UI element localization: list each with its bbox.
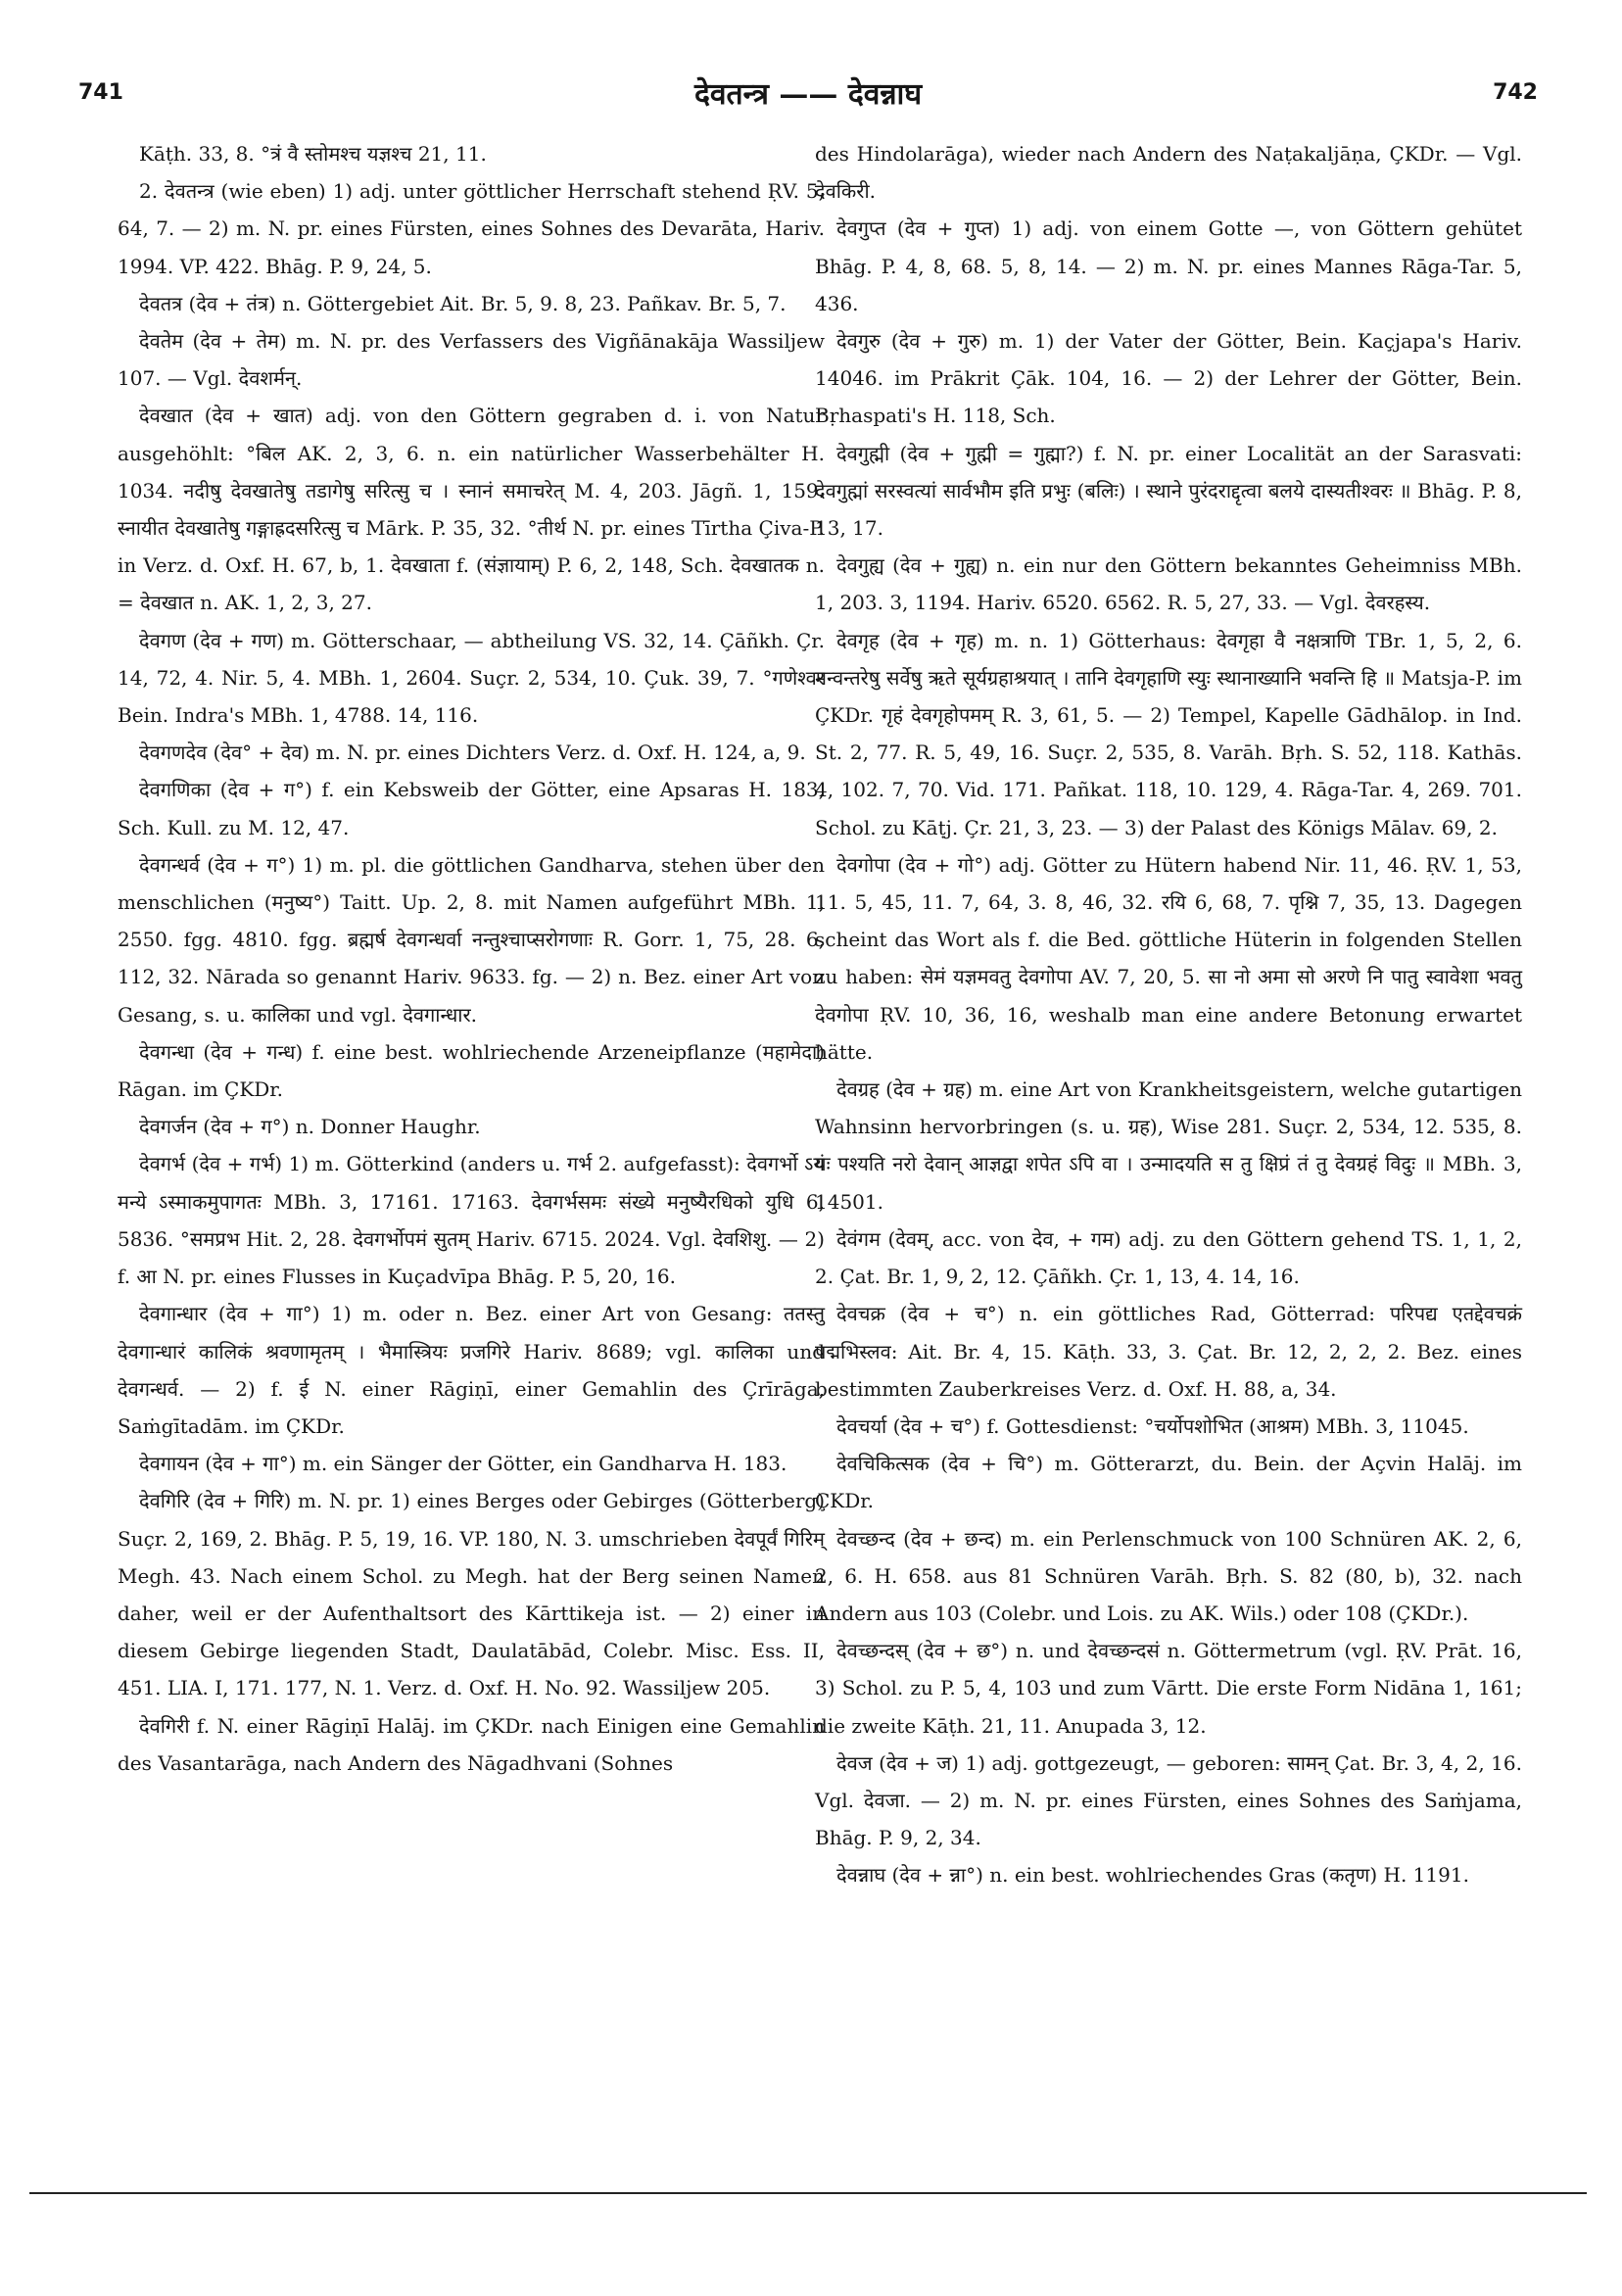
- footer-rule: [29, 2192, 1587, 2194]
- dictionary-entry: देवगणिका (देव + ग°) f. ein Kebsweib der Götter, eine Apsaras H. 183, Sch. Kull. zu M. 12, 47.: [118, 778, 825, 839]
- dictionary-entry: देवंगम (देवम्, acc. von देव, + गम) adj. zu den Göttern gehend TS. 1, 1, 2, 2. Çat. Br. 1, 9, 2, 12. Çāñkh. Çr. 1, 13, 4. 14, 16.: [815, 1226, 1522, 1289]
- dictionary-entry: देवगृह (देव + गृह) m. n. 1) Götterhaus: देवगृहा वै नक्षत्राणि TBr. 1, 5, 2, 6. मन्वन्तरेषु सर्वेषु ऋते सूर्यग्रहाश्रयात् । तानि देवगृहाणि स्युः स्थानाख्यानि भवन्ति हि ॥ Matsja-P. im ÇKDr. गृहं देवगृहोपमम् R. 3, 61, 5. — 2) Tempel, Kapelle Gādhālop. in Ind. St. 2, 77. R. 5, 49, 16. Suçr. 2, 535, 8. Varāh. Bṛh. S. 52, 118. Kathās. 4, 102. 7, 70. Vid. 171. Pañkat. 118, 10. 129, 4. Rāga-Tar. 4, 269. 701. Schol. zu Kāṭj. Çr. 21, 3, 23. — 3) der Palast des Königs Mālav. 69, 2.: [815, 628, 1522, 839]
- dictionary-entry: Kāṭh. 33, 8. °त्रं वै स्तोमश्च यज्ञश्च 21, 11.: [139, 142, 487, 166]
- dictionary-entry: देवगोपा (देव + गो°) adj. Götter zu Hütern habend Nir. 11, 46. ṚV. 1, 53, 11. 5, 45, 11. 7, 64, 3. 8, 46, 32. रयि 6, 68, 7. पृश्नि 7, 35, 13. Dagegen scheint das Wort als f. die Bed. göttliche Hüterin in folgenden Stellen zu haben: सेमं यज्ञमवतु देवगोपा AV. 7, 20, 5. सा नो अमा सो अरणे नि पातु स्वावेशा भवतु देवगोपा ṚV. 10, 36, 16, weshalb man eine andere Betonung erwartet hätte.: [815, 852, 1522, 1064]
- dictionary-entry: देवग्रह (देव + ग्रह) m. eine Art von Krankheitsgeistern, welche gutartigen Wahnsinn hervorbringen (s. u. ग्रह), Wise 281. Suçr. 2, 534, 12. 535, 8. यः पश्यति नरो देवान् आज्ञद्वा शपेत ऽपि वा । उन्मादयति स तु क्षिप्रं तं तु देवग्रहं विदुः ॥ MBh. 3, 14501.: [815, 1077, 1522, 1214]
- dictionary-entry: देवगिरी f. N. einer Rāgiṇī Halāj. im ÇKDr. nach Einigen eine Gemahlin des Vasantarāga, nach Andern des Nāgadhvani (Sohnes: [118, 1713, 825, 1775]
- dictionary-entry: देवगुह्य (देव + गुह्य) n. ein nur den Göttern bekanntes Geheimniss MBh. 1, 203. 3, 1194. Hariv. 6520. 6562. R. 5, 27, 33. — Vgl. देवरहस्य.: [815, 553, 1522, 615]
- dictionary-entry: देवगुरु (देव + गुरु) m. 1) der Vater der Götter, Bein. Kaçjapa's Hariv. 14046. im Prākrit Çāk. 104, 16. — 2) der Lehrer der Götter, Bein. Bṛhaspati's H. 118, Sch.: [815, 329, 1522, 428]
- page-number-right: 742: [1493, 79, 1538, 105]
- dictionary-entry: des Hindolarāga), wieder nach Andern des Naṭakaljāṇa, ÇKDr. — Vgl. देवकिरी.: [815, 142, 1522, 204]
- dictionary-entry: देवतेम (देव + तेम) m. N. pr. des Verfassers des Vigñānakāja Wassiljew 107. — Vgl. देवशर्मन्.: [118, 329, 825, 391]
- page-number-left: 741: [78, 79, 123, 105]
- dictionary-entry: देवगान्धार (देव + गा°) 1) m. oder n. Bez. einer Art von Gesang: ततस्तु देवगान्धारं कालिकं श्रवणामृतम् । भैमास्त्रियः प्रजगिरे Hariv. 8689; vgl. कालिका und देवगन्धर्व. — 2) f. ई N. einer Rāgiṇī, einer Gemahlin des Çrīrāga, Saṁgītadām. im ÇKDr.: [118, 1302, 825, 1438]
- dictionary-entry: देवगणदेव (देव° + देव) m. N. pr. eines Dichters Verz. d. Oxf. H. 124, a, 9.: [139, 741, 806, 765]
- right-column: [815, 135, 1522, 1894]
- dictionary-entry: देवगायन (देव + गा°) m. ein Sänger der Götter, ein Gandharva H. 183.: [139, 1452, 787, 1476]
- dictionary-entry: देवगन्धर्व (देव + ग°) 1) m. pl. die göttlichen Gandharva, stehen über den menschlichen (मनुष्य°) Taitt. Up. 2, 8. mit Namen aufgeführt MBh. 1, 2550. fgg. 4810. fgg. ब्रह्मर्ष देवगन्धर्वा नन्तुश्चाप्सरोगणाः R. Gorr. 1, 75, 28. 6, 112, 32. Nārada so genannt Hariv. 9633. fg. — 2) n. Bez. einer Art von Gesang, s. u. कालिका und vgl. देवगान्धार.: [118, 852, 825, 1027]
- dictionary-entry: देवगर्भ (देव + गर्भ) 1) m. Götterkind (anders u. गर्भ 2. aufgefasst): देवगर्भो ऽयं मन्ये ऽस्माकमुपागतः MBh. 3, 17161. 17163. देवगर्भसमः संख्ये मनुष्यैरधिको युधि 6, 5836. °समप्रभ Hit. 2, 28. देवगर्भोपमं सुतम् Hariv. 6715. 2024. Vgl. देवशिशु. — 2) f. आ N. pr. eines Flusses in Kuçadvīpa Bhāg. P. 5, 20, 16.: [118, 1152, 825, 1289]
- dictionary-entry: देवखात (देव + खात) adj. von den Göttern gegraben d. i. von Natur ausgehöhlt: °बिल AK. 2, 3, 6. n. ein natürlicher Wasserbehälter H. 1034. नदीषु देवखातेषु तडागेषु सरित्सु च । स्नानं समाचरेत् M. 4, 203. Jāgñ. 1, 159. स्नायीत देवखातेषु गङ्गाह्रदसरित्सु च Mārk. P. 35, 32. °तीर्थ N. pr. eines Tīrtha Çiva-P. in Verz. d. Oxf. H. 67, b, 1. देवखाता f. (संज्ञायाम्) P. 6, 2, 148, Sch. देवखातक n. = देवखात n. AK. 1, 2, 3, 27.: [118, 404, 825, 615]
- dictionary-entry: देवचर्या (देव + च°) f. Gottesdienst: °चर्योपशोभित (आश्रम) MBh. 3, 11045.: [836, 1413, 1469, 1438]
- running-head: देवतन्त्र —— देवन्नाघ: [693, 76, 923, 112]
- dictionary-entry: देवगिरि (देव + गिरि) m. N. pr. 1) eines Berges oder Gebirges (Götterberg) Suçr. 2, 169, 2. Bhāg. P. 5, 19, 16. VP. 180, N. 3. umschrieben देवपूर्वं गिरिम् Megh. 43. Nach einem Schol. zu Megh. hat der Berg seinen Namen daher, weil er der Aufenthaltsort des Kārttikeja ist. — 2) einer in diesem Gebirge liegenden Stadt, Daulatābād, Colebr. Misc. Ess. II, 451. LIA. I, 171. 177, N. 1. Verz. d. Oxf. H. No. 92. Wassiljew 205.: [118, 1489, 825, 1700]
- dictionary-entry: देवगर्जन (देव + ग°) n. Donner Haughr.: [139, 1115, 481, 1139]
- dictionary-entry: देवज (देव + ज) 1) adj. gottgezeugt, — geboren: सामन् Çat. Br. 3, 4, 2, 16. Vgl. देवजा. — 2) m. N. pr. eines Fürsten, eines Sohnes des Saṁjama, Bhāg. P. 9, 2, 34.: [815, 1750, 1522, 1850]
- dictionary-entry: देवगन्धा (देव + गन्ध) f. eine best. wohlriechende Arzeneipflanze (महामेदा) Rāgan. im ÇKDr.: [118, 1039, 825, 1102]
- dictionary-entry: देवगुह्मी (देव + गुह्मी = गुह्मा?) f. N. pr. einer Localität an der Sarasvati: देवगुह्मां सरस्वत्यां सार्वभौम इति प्रभुः (बलिः) । स्थाने पुरंदराद्दृत्वा बलये दास्यतीश्वरः ॥ Bhāg. P. 8, 13, 17.: [815, 441, 1522, 541]
- left-column: [118, 135, 825, 1782]
- dictionary-entry: देवचिकित्सक (देव + चि°) m. Götterarzt, du. Bein. der Açvin Halāj. im ÇKDr.: [815, 1452, 1522, 1513]
- dictionary-entry: देवगुप्त (देव + गुप्त) 1) adj. von einem Gotte —, von Göttern gehütet Bhāg. P. 4, 8, 68. 5, 8, 14. — 2) m. N. pr. eines Mannes Rāga-Tar. 5, 436.: [815, 216, 1522, 315]
- dictionary-entry: देवचक्र (देव + च°) n. ein göttliches Rad, Götterrad: परिपद्य एतद्देवचक्रं पद्मभिस्लव: Ait. Br. 4, 15. Kāṭh. 33, 3. Çat. Br. 12, 2, 2, 2. Bez. eines bestimmten Zauberkreises Verz. d. Oxf. H. 88, a, 34.: [815, 1302, 1522, 1401]
- dictionary-entry: देवच्छन्द (देव + छन्द) m. ein Perlenschmuck von 100 Schnüren AK. 2, 6, 2, 6. H. 658. aus 81 Schnüren Varāh. Bṛh. S. 82 (80, b), 32. nach Andern aus 103 (Colebr. und Lois. zu AK. Wils.) oder 108 (ÇKDr.).: [815, 1526, 1522, 1625]
- dictionary-entry: देवच्छन्दस् (देव + छ°) n. und देवच्छन्दसं n. Göttermetrum (vgl. ṚV. Prāt. 16, 3) Schol. zu P. 5, 4, 103 und zum Vārtt. Die erste Form Nidāna 1, 161; die zweite Kāṭh. 21, 11. Anupada 3, 12.: [815, 1639, 1522, 1738]
- dictionary-entry: देवन्नाघ (देव + न्ना°) n. ein best. wohlriechendes Gras (कतृण) H. 1191.: [836, 1863, 1469, 1888]
- dictionary-entry: देवगण (देव + गण) m. Götterschaar, — abtheilung VS. 32, 14. Çāñkh. Çr. 14, 72, 4. Nir. 5, 4. MBh. 1, 2604. Suçr. 2, 534, 10. Çuk. 39, 7. °गणेश्वर Bein. Indra's MBh. 1, 4788. 14, 116.: [118, 628, 825, 728]
- dictionary-entry: देवतत्र (देव + तंत्र) n. Göttergebiet Ait. Br. 5, 9. 8, 23. Pañkav. Br. 5, 7.: [139, 291, 787, 315]
- dictionary-entry: 2. देवतन्त्र (wie eben) 1) adj. unter göttlicher Herrschaft stehend ṚV. 5, 64, 7. — 2) m. N. pr. eines Fürsten, eines Sohnes des Devarāta, Hariv. 1994. VP. 422. Bhāg. P. 9, 24, 5.: [118, 179, 825, 278]
- page-header: [78, 71, 1538, 114]
